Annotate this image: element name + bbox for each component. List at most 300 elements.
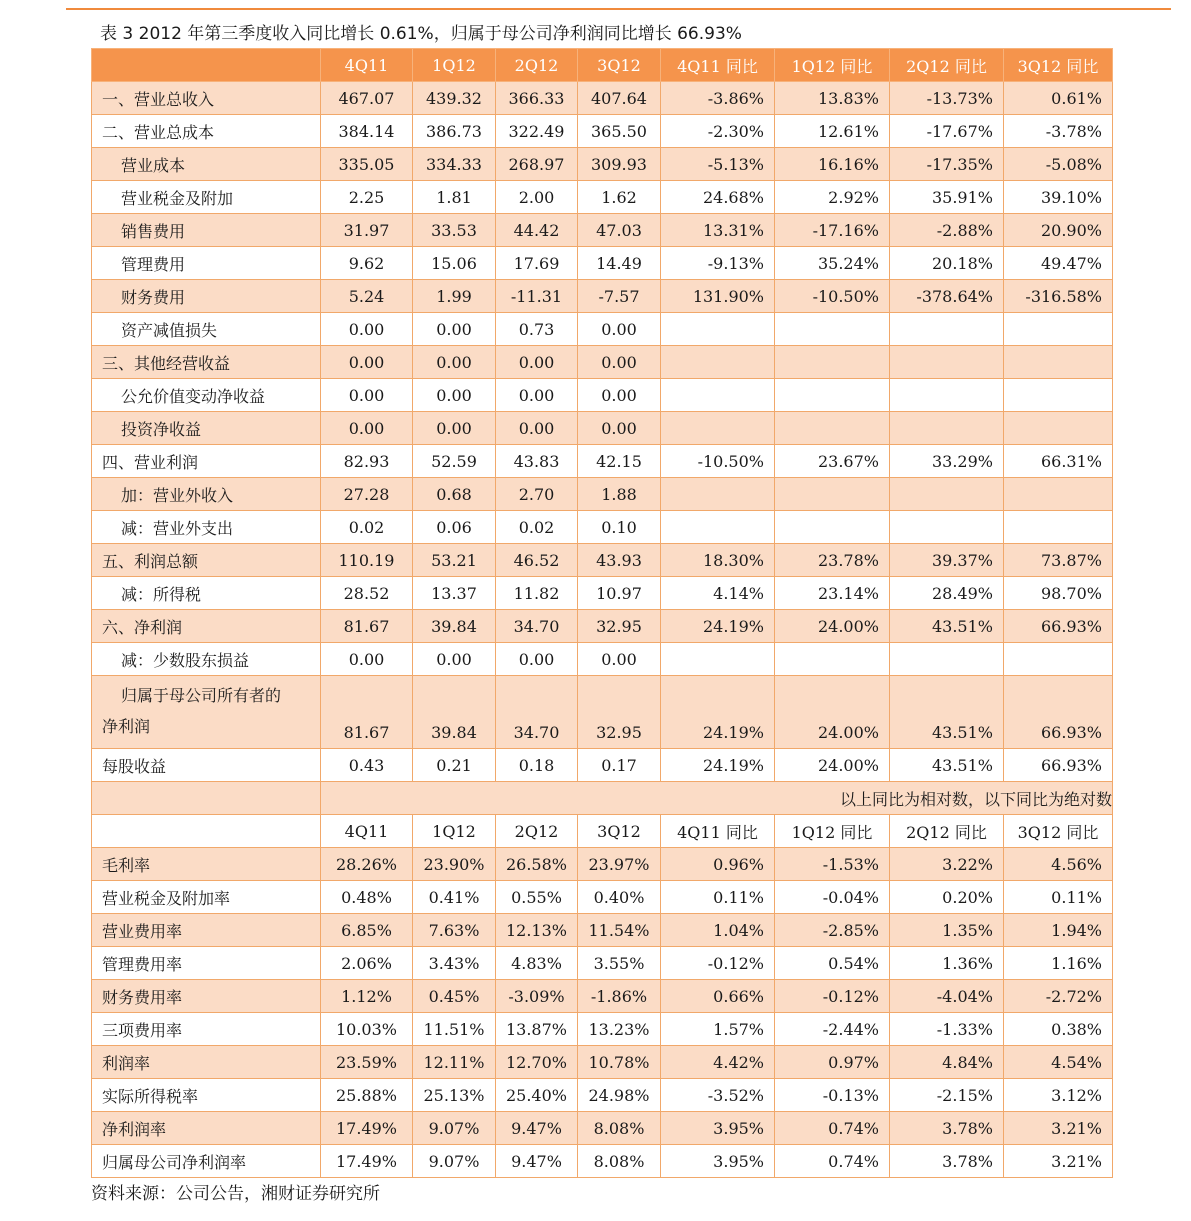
row-label: 二、营业总成本 — [92, 115, 321, 148]
value-cell: 4.83% — [496, 947, 578, 980]
row-label: 管理费用 — [92, 247, 321, 280]
subheader-cell: 3Q12 同比 — [1004, 815, 1113, 848]
value-cell — [1004, 346, 1113, 379]
table-row — [92, 445, 1113, 478]
value-cell: 16.16% — [775, 148, 890, 181]
row-label-line2: 净利润 — [102, 717, 151, 736]
value-cell: 14.49 — [578, 247, 661, 280]
value-cell — [890, 478, 1004, 511]
table-row — [92, 749, 1113, 782]
value-cell: 4.54% — [1004, 1046, 1113, 1079]
value-cell: 2.00 — [496, 181, 578, 214]
value-cell: 6.85% — [321, 914, 413, 947]
value-cell: 0.00 — [578, 346, 661, 379]
value-cell: 13.23% — [578, 1013, 661, 1046]
table-row — [92, 280, 1113, 313]
value-cell: 0.18 — [496, 749, 578, 782]
value-cell: 24.00% — [775, 676, 890, 749]
value-cell: 3.95% — [661, 1145, 775, 1178]
value-cell: -5.13% — [661, 148, 775, 181]
value-cell — [890, 412, 1004, 445]
value-cell: 23.14% — [775, 577, 890, 610]
value-cell: -2.72% — [1004, 980, 1113, 1013]
value-cell: 1.99 — [413, 280, 496, 313]
value-cell: 10.97 — [578, 577, 661, 610]
value-cell: 9.07% — [413, 1145, 496, 1178]
value-cell: -0.13% — [775, 1079, 890, 1112]
row-label: 销售费用 — [92, 214, 321, 247]
value-cell: 0.00 — [578, 379, 661, 412]
table-row — [92, 1079, 1113, 1112]
value-cell: 386.73 — [413, 115, 496, 148]
row-label: 归属母公司净利润率 — [92, 1145, 321, 1178]
value-cell: -17.35% — [890, 148, 1004, 181]
table-row — [92, 412, 1113, 445]
value-cell: 0.11% — [661, 881, 775, 914]
value-cell: 0.38% — [1004, 1013, 1113, 1046]
header-cell: 4Q11 同比 — [661, 49, 775, 82]
subheader-cell: 1Q12 同比 — [775, 815, 890, 848]
value-cell: 0.55% — [496, 881, 578, 914]
value-cell: -2.44% — [775, 1013, 890, 1046]
value-cell: 32.95 — [578, 676, 661, 749]
table-row — [92, 643, 1113, 676]
value-cell: 0.20% — [890, 881, 1004, 914]
table-row — [92, 914, 1113, 947]
value-cell — [890, 346, 1004, 379]
value-cell: 43.83 — [496, 445, 578, 478]
value-cell: 384.14 — [321, 115, 413, 148]
row-label: 减：所得税 — [92, 577, 321, 610]
value-cell: -9.13% — [661, 247, 775, 280]
value-cell — [661, 379, 775, 412]
value-cell: 35.24% — [775, 247, 890, 280]
value-cell: 12.13% — [496, 914, 578, 947]
value-cell: 0.02 — [321, 511, 413, 544]
value-cell: -378.64% — [890, 280, 1004, 313]
value-cell: 10.03% — [321, 1013, 413, 1046]
value-cell: 0.00 — [413, 313, 496, 346]
value-cell: 0.48% — [321, 881, 413, 914]
value-cell: 81.67 — [321, 610, 413, 643]
value-cell — [775, 379, 890, 412]
value-cell: 3.21% — [1004, 1145, 1113, 1178]
subheader-cell: 4Q11 同比 — [661, 815, 775, 848]
row-label: 减：少数股东损益 — [92, 643, 321, 676]
value-cell: 23.59% — [321, 1046, 413, 1079]
value-cell: -3.78% — [1004, 115, 1113, 148]
value-cell: 8.08% — [578, 1112, 661, 1145]
table-row — [92, 379, 1113, 412]
value-cell — [1004, 643, 1113, 676]
value-cell: 0.45% — [413, 980, 496, 1013]
value-cell: 4.56% — [1004, 848, 1113, 881]
header-cell: 1Q12 — [413, 49, 496, 82]
value-cell: 1.94% — [1004, 914, 1113, 947]
value-cell: 43.51% — [890, 749, 1004, 782]
value-cell: 28.52 — [321, 577, 413, 610]
value-cell: -316.58% — [1004, 280, 1113, 313]
value-cell: 44.42 — [496, 214, 578, 247]
row-label: 管理费用率 — [92, 947, 321, 980]
row-label: 实际所得税率 — [92, 1079, 321, 1112]
value-cell: 0.00 — [496, 643, 578, 676]
value-cell: 13.87% — [496, 1013, 578, 1046]
row-label: 加：营业外收入 — [92, 478, 321, 511]
value-cell: 12.70% — [496, 1046, 578, 1079]
value-cell: 439.32 — [413, 82, 496, 115]
value-cell: 366.33 — [496, 82, 578, 115]
value-cell: 23.78% — [775, 544, 890, 577]
row-label: 减：营业外支出 — [92, 511, 321, 544]
value-cell: 0.74% — [775, 1145, 890, 1178]
value-cell: -0.04% — [775, 881, 890, 914]
value-cell: 17.49% — [321, 1145, 413, 1178]
value-cell: 0.11% — [1004, 881, 1113, 914]
value-cell: 9.07% — [413, 1112, 496, 1145]
value-cell: 5.24 — [321, 280, 413, 313]
value-cell: 1.62 — [578, 181, 661, 214]
subheader-cell — [92, 815, 321, 848]
value-cell: 66.93% — [1004, 749, 1113, 782]
value-cell: 4.42% — [661, 1046, 775, 1079]
value-cell: 309.93 — [578, 148, 661, 181]
value-cell: -1.86% — [578, 980, 661, 1013]
value-cell: 20.90% — [1004, 214, 1113, 247]
value-cell: -0.12% — [775, 980, 890, 1013]
value-cell: -5.08% — [1004, 148, 1113, 181]
header-cell: 2Q12 同比 — [890, 49, 1004, 82]
value-cell: 0.17 — [578, 749, 661, 782]
value-cell: 0.00 — [413, 643, 496, 676]
row-label: 营业成本 — [92, 148, 321, 181]
row-label: 三项费用率 — [92, 1013, 321, 1046]
value-cell: 9.47% — [496, 1145, 578, 1178]
table-row — [92, 181, 1113, 214]
subheader-cell: 2Q12 同比 — [890, 815, 1004, 848]
row-label: 五、利润总额 — [92, 544, 321, 577]
value-cell: 25.40% — [496, 1079, 578, 1112]
header-cell: 2Q12 — [496, 49, 578, 82]
value-cell: 24.98% — [578, 1079, 661, 1112]
value-cell — [661, 313, 775, 346]
table-row — [92, 881, 1113, 914]
value-cell: 0.68 — [413, 478, 496, 511]
table-row — [92, 247, 1113, 280]
value-cell — [775, 412, 890, 445]
row-label: 四、营业利润 — [92, 445, 321, 478]
value-cell: 7.63% — [413, 914, 496, 947]
header-cell: 1Q12 同比 — [775, 49, 890, 82]
value-cell: 43.93 — [578, 544, 661, 577]
value-cell: -3.09% — [496, 980, 578, 1013]
value-cell: 39.10% — [1004, 181, 1113, 214]
value-cell: 24.00% — [775, 749, 890, 782]
value-cell: 11.51% — [413, 1013, 496, 1046]
value-cell — [775, 478, 890, 511]
value-cell: 35.91% — [890, 181, 1004, 214]
value-cell: 0.97% — [775, 1046, 890, 1079]
value-cell: 3.95% — [661, 1112, 775, 1145]
value-cell: 0.00 — [578, 313, 661, 346]
table-row — [92, 148, 1113, 181]
table-title: 表 3 2012 年第三季度收入同比增长 0.61%，归属于母公司净利润同比增长 66.93% — [100, 24, 742, 44]
table-row — [92, 82, 1113, 115]
value-cell: 0.00 — [578, 643, 661, 676]
value-cell: -2.88% — [890, 214, 1004, 247]
value-cell: 10.78% — [578, 1046, 661, 1079]
value-cell: 0.06 — [413, 511, 496, 544]
header-cell: 3Q12 同比 — [1004, 49, 1113, 82]
value-cell — [890, 379, 1004, 412]
row-label: 资产减值损失 — [92, 313, 321, 346]
value-cell: 11.82 — [496, 577, 578, 610]
value-cell: 0.00 — [321, 346, 413, 379]
value-cell: 0.00 — [321, 379, 413, 412]
row-label: 每股收益 — [92, 749, 321, 782]
value-cell — [1004, 412, 1113, 445]
value-cell: 2.25 — [321, 181, 413, 214]
value-cell: 407.64 — [578, 82, 661, 115]
value-cell: 1.12% — [321, 980, 413, 1013]
value-cell — [661, 412, 775, 445]
table-row — [92, 980, 1113, 1013]
value-cell: 365.50 — [578, 115, 661, 148]
row-label: 财务费用 — [92, 280, 321, 313]
value-cell — [661, 643, 775, 676]
value-cell: 467.07 — [321, 82, 413, 115]
table-row — [92, 1145, 1113, 1178]
value-cell: 3.78% — [890, 1112, 1004, 1145]
value-cell: 1.57% — [661, 1013, 775, 1046]
value-cell: 33.29% — [890, 445, 1004, 478]
value-cell: -1.53% — [775, 848, 890, 881]
row-label: 公允价值变动净收益 — [92, 379, 321, 412]
value-cell: 2.06% — [321, 947, 413, 980]
table-row — [92, 511, 1113, 544]
note-blank — [92, 782, 321, 815]
value-cell: 24.68% — [661, 181, 775, 214]
value-cell — [775, 313, 890, 346]
value-cell: 0.61% — [1004, 82, 1113, 115]
row-label: 财务费用率 — [92, 980, 321, 1013]
table-row — [92, 848, 1113, 881]
row-label: 净利润率 — [92, 1112, 321, 1145]
value-cell: 47.03 — [578, 214, 661, 247]
value-cell: 23.97% — [578, 848, 661, 881]
table-row — [92, 676, 1113, 749]
value-cell: 0.00 — [321, 313, 413, 346]
value-cell: 0.41% — [413, 881, 496, 914]
row-label: 毛利率 — [92, 848, 321, 881]
header-cell: 3Q12 — [578, 49, 661, 82]
value-cell: 0.00 — [496, 412, 578, 445]
value-cell: 1.04% — [661, 914, 775, 947]
value-cell: 131.90% — [661, 280, 775, 313]
value-cell: 1.36% — [890, 947, 1004, 980]
value-cell: 39.84 — [413, 676, 496, 749]
value-cell: 17.69 — [496, 247, 578, 280]
table-row — [92, 577, 1113, 610]
value-cell: 9.47% — [496, 1112, 578, 1145]
financial-table — [91, 48, 1113, 1178]
table-row — [92, 610, 1113, 643]
value-cell: 334.33 — [413, 148, 496, 181]
value-cell: 42.15 — [578, 445, 661, 478]
value-cell: -10.50% — [661, 445, 775, 478]
value-cell — [1004, 379, 1113, 412]
value-cell — [775, 643, 890, 676]
value-cell: 20.18% — [890, 247, 1004, 280]
value-cell: 46.52 — [496, 544, 578, 577]
table-row — [92, 346, 1113, 379]
value-cell: 23.67% — [775, 445, 890, 478]
value-cell: 0.21 — [413, 749, 496, 782]
value-cell: 11.54% — [578, 914, 661, 947]
value-cell: 0.00 — [578, 412, 661, 445]
table-row — [92, 313, 1113, 346]
value-cell — [1004, 511, 1113, 544]
value-cell: 25.88% — [321, 1079, 413, 1112]
value-cell: 4.14% — [661, 577, 775, 610]
value-cell: 3.55% — [578, 947, 661, 980]
value-cell: -11.31 — [496, 280, 578, 313]
subheader-cell: 1Q12 — [413, 815, 496, 848]
value-cell: 0.00 — [496, 379, 578, 412]
note-row — [92, 782, 1113, 815]
value-cell: 53.21 — [413, 544, 496, 577]
value-cell — [775, 346, 890, 379]
table-row — [92, 1112, 1113, 1145]
value-cell: 12.61% — [775, 115, 890, 148]
table-row — [92, 947, 1113, 980]
value-cell: 66.93% — [1004, 610, 1113, 643]
note-text: 以上同比为相对数，以下同比为绝对数 — [321, 782, 1113, 815]
value-cell — [1004, 313, 1113, 346]
value-cell: 34.70 — [496, 610, 578, 643]
value-cell — [661, 478, 775, 511]
table-row — [92, 1013, 1113, 1046]
value-cell: 82.93 — [321, 445, 413, 478]
value-cell: 52.59 — [413, 445, 496, 478]
value-cell: 25.13% — [413, 1079, 496, 1112]
value-cell: -2.30% — [661, 115, 775, 148]
value-cell: 0.00 — [413, 412, 496, 445]
value-cell: 32.95 — [578, 610, 661, 643]
value-cell: 31.97 — [321, 214, 413, 247]
value-cell: 24.00% — [775, 610, 890, 643]
subheader-row — [92, 815, 1113, 848]
value-cell: 23.90% — [413, 848, 496, 881]
value-cell: 73.87% — [1004, 544, 1113, 577]
row-label: 营业税金及附加率 — [92, 881, 321, 914]
value-cell: 39.37% — [890, 544, 1004, 577]
value-cell: -13.73% — [890, 82, 1004, 115]
header-cell — [92, 49, 321, 82]
value-cell: 0.00 — [413, 346, 496, 379]
row-label: 营业税金及附加 — [92, 181, 321, 214]
value-cell: -3.52% — [661, 1079, 775, 1112]
value-cell: 0.96% — [661, 848, 775, 881]
value-cell: -7.57 — [578, 280, 661, 313]
value-cell — [661, 346, 775, 379]
value-cell — [1004, 478, 1113, 511]
value-cell: 3.21% — [1004, 1112, 1113, 1145]
value-cell: -0.12% — [661, 947, 775, 980]
subheader-cell: 4Q11 — [321, 815, 413, 848]
value-cell: 28.49% — [890, 577, 1004, 610]
table-row — [92, 115, 1113, 148]
value-cell — [775, 511, 890, 544]
header-row — [92, 49, 1113, 82]
value-cell: -17.16% — [775, 214, 890, 247]
value-cell: 81.67 — [321, 676, 413, 749]
value-cell: 28.26% — [321, 848, 413, 881]
value-cell: 17.49% — [321, 1112, 413, 1145]
value-cell: 33.53 — [413, 214, 496, 247]
value-cell: 1.88 — [578, 478, 661, 511]
value-cell: 0.00 — [413, 379, 496, 412]
value-cell: 98.70% — [1004, 577, 1113, 610]
value-cell: 39.84 — [413, 610, 496, 643]
value-cell: 66.31% — [1004, 445, 1113, 478]
value-cell — [661, 511, 775, 544]
row-label: 利润率 — [92, 1046, 321, 1079]
top-rule — [66, 8, 1171, 10]
row-label — [92, 676, 321, 749]
row-label: 投资净收益 — [92, 412, 321, 445]
value-cell — [890, 643, 1004, 676]
value-cell: 12.11% — [413, 1046, 496, 1079]
value-cell: 4.84% — [890, 1046, 1004, 1079]
value-cell: 13.37 — [413, 577, 496, 610]
table-row — [92, 478, 1113, 511]
value-cell: 1.35% — [890, 914, 1004, 947]
table-row — [92, 544, 1113, 577]
value-cell: 335.05 — [321, 148, 413, 181]
value-cell: -2.15% — [890, 1079, 1004, 1112]
value-cell: 34.70 — [496, 676, 578, 749]
value-cell: 0.00 — [496, 346, 578, 379]
value-cell: 2.92% — [775, 181, 890, 214]
value-cell: 24.19% — [661, 676, 775, 749]
value-cell: 49.47% — [1004, 247, 1113, 280]
value-cell: 43.51% — [890, 676, 1004, 749]
value-cell: 0.74% — [775, 1112, 890, 1145]
value-cell: 3.43% — [413, 947, 496, 980]
value-cell: 13.83% — [775, 82, 890, 115]
value-cell: 24.19% — [661, 749, 775, 782]
value-cell: 3.22% — [890, 848, 1004, 881]
row-label: 三、其他经营收益 — [92, 346, 321, 379]
value-cell: -2.85% — [775, 914, 890, 947]
value-cell: 1.81 — [413, 181, 496, 214]
table-row — [92, 214, 1113, 247]
value-cell: 8.08% — [578, 1145, 661, 1178]
value-cell — [890, 511, 1004, 544]
table-row — [92, 1046, 1113, 1079]
value-cell: 66.93% — [1004, 676, 1113, 749]
value-cell: 43.51% — [890, 610, 1004, 643]
value-cell: 0.66% — [661, 980, 775, 1013]
row-label: 一、营业总收入 — [92, 82, 321, 115]
value-cell: -1.33% — [890, 1013, 1004, 1046]
value-cell: 0.40% — [578, 881, 661, 914]
value-cell: 0.00 — [321, 643, 413, 676]
subheader-cell: 2Q12 — [496, 815, 578, 848]
value-cell: 322.49 — [496, 115, 578, 148]
value-cell: -10.50% — [775, 280, 890, 313]
